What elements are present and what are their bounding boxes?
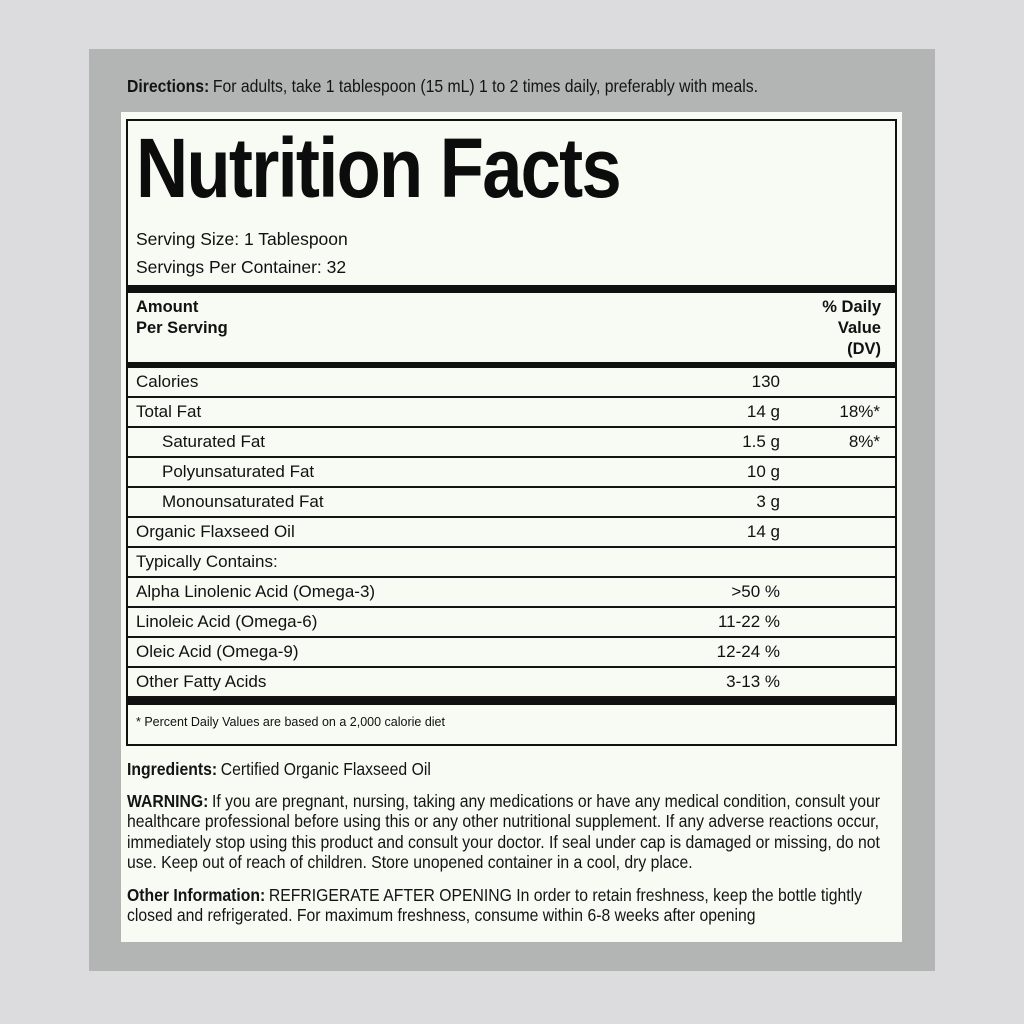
nutrient-dv: 18%* xyxy=(839,402,880,421)
nutrient-row-calories xyxy=(128,368,895,398)
other-information-text xyxy=(127,885,896,926)
nutrient-row-organic-flaxseed-oil xyxy=(128,518,895,548)
nutrient-amount: 1.5 g xyxy=(742,432,780,451)
warning-text xyxy=(127,791,896,873)
nutrient-row-alpha-linolenic-acid xyxy=(128,578,895,608)
nutrient-name: Total Fat xyxy=(136,402,202,421)
nutrient-row-oleic-acid xyxy=(128,638,895,668)
nutrient-row-linoleic-acid xyxy=(128,608,895,638)
nutrient-amount: >50 % xyxy=(731,582,780,601)
nutrient-amount: 11-22 % xyxy=(717,612,780,631)
nutrient-amount: 14 g xyxy=(746,522,780,541)
daily-value-header: % Daily Value (DV) xyxy=(822,298,881,358)
label-panel xyxy=(89,49,935,971)
daily-value-footnote: * Percent Daily Values are based on a 2,000 calorie diet xyxy=(136,715,445,729)
nutrient-name: Saturated Fat xyxy=(162,432,266,451)
nutrient-amount: 14 g xyxy=(746,402,780,421)
nutrient-amount: 12-24 % xyxy=(716,642,780,661)
nutrition-facts-box xyxy=(126,119,897,746)
nutrient-name: Linoleic Acid (Omega-6) xyxy=(136,612,318,631)
ingredients-text xyxy=(127,759,896,780)
nutrient-amount: 10 g xyxy=(746,462,780,481)
ingredients-body: Certified Organic Flaxseed Oil xyxy=(220,759,431,779)
ingredients-label: Ingredients: xyxy=(127,759,218,779)
other-information-body: REFRIGERATE AFTER OPENING In order to retain freshness, keep the bottle tightly closed and refrigerated. For maximum freshness, consume within 6-8 weeks after opening xyxy=(127,884,863,925)
nutrient-row-monounsaturated-fat xyxy=(128,488,895,518)
nutrient-amount: 3 g xyxy=(756,492,780,511)
servings-per-container-line: Servings Per Container: 32 xyxy=(136,257,347,277)
warning-body: If you are pregnant, nursing, taking any medications or have any medical condition, consult your healthcare professional before using this or any other nutritional supplement. If any adverse reactions occur, immediately stop using this product and consult your doctor. If seal under cap is damaged or missing, do not use. Keep out of reach of children. Store unopened container in a cool, dry place. xyxy=(127,790,880,872)
warning-label: WARNING: xyxy=(127,790,209,811)
amount-header: Amount Per Serving xyxy=(136,298,228,337)
nutrient-amount: 130 xyxy=(751,372,780,391)
serving-info xyxy=(136,225,887,281)
nutrient-dv: 8%* xyxy=(848,432,880,451)
column-header-row xyxy=(128,293,895,362)
nutrient-row-saturated-fat xyxy=(128,428,895,458)
nutrition-facts-title: Nutrition Facts xyxy=(136,121,620,215)
nutrition-card xyxy=(121,112,902,942)
nutrient-name: Oleic Acid (Omega-9) xyxy=(136,642,299,661)
separator-bar-top xyxy=(128,285,895,293)
directions-label: Directions: xyxy=(127,76,210,96)
other-information-label: Other Information: xyxy=(127,884,266,905)
nutrient-name: Polyunsaturated Fat xyxy=(162,462,315,481)
nutrient-amount: 3-13 % xyxy=(726,672,780,691)
separator-bar-bottom xyxy=(128,698,895,705)
nutrient-name: Monounsaturated Fat xyxy=(162,492,324,511)
nutrient-name: Alpha Linolenic Acid (Omega-3) xyxy=(136,582,376,601)
directions-body: For adults, take 1 tablespoon (15 mL) 1 to 2 times daily, preferably with meals. xyxy=(212,76,758,96)
nutrient-row-other-fatty-acids xyxy=(128,668,895,698)
directions-text xyxy=(127,75,928,97)
nutrient-name: Calories xyxy=(136,372,199,391)
nutrient-row-total-fat xyxy=(128,398,895,428)
nutrient-row-polyunsaturated-fat xyxy=(128,458,895,488)
nutrient-name: Organic Flaxseed Oil xyxy=(136,522,295,541)
nutrient-row-typically-contains xyxy=(128,548,895,578)
serving-size-line: Serving Size: 1 Tablespoon xyxy=(136,229,348,249)
nutrient-name: Other Fatty Acids xyxy=(136,672,267,691)
nutrient-name: Typically Contains: xyxy=(136,552,278,571)
